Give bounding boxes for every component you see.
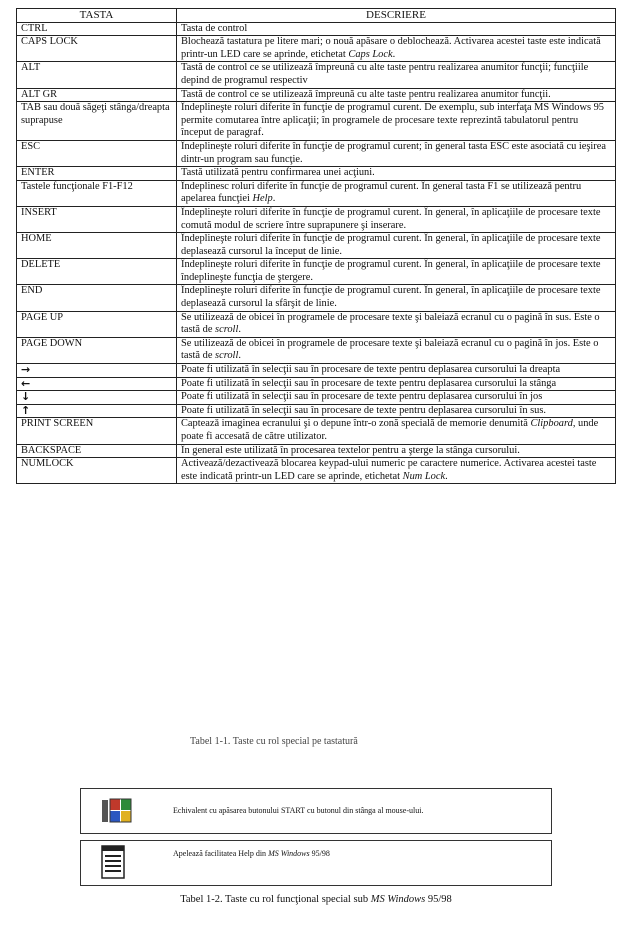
key-description-cell: Îndeplineşte roluri diferite în funcţie de programul curent. În general, în aplicaţiile de procesare texte deplasează cursorul la început de linie. (177, 233, 616, 259)
table-row (17, 206, 616, 232)
table-row (17, 233, 616, 259)
key-name-cell: END (17, 285, 177, 311)
key-description-cell: În general este utilizată în procesarea textelor pentru a şterge la stânga cursorului. (177, 444, 616, 458)
key-name-cell: ESC (17, 140, 177, 166)
key-description-cell: Se utilizează de obicei în programele de procesare texte şi baleiază ecranul cu o pagină în sus. Este o tastă de scroll. (177, 311, 616, 337)
key-description-cell: Tastă utilizată pentru confirmarea unei acţiuni. (177, 167, 616, 181)
key-description-cell: Se utilizează de obicei în programele de procesare texte şi baleiază ecranul cu o pagină în jos. Este o tastă de scroll. (177, 337, 616, 363)
context-menu-icon (101, 845, 127, 881)
key-description-cell: Îndeplineşte roluri diferite în funcţie de programul curent. În general, în aplicaţiile de procesare texte îndeplineşte funcţia de ştergere. (177, 259, 616, 285)
key-name-cell: PAGE DOWN (17, 337, 177, 363)
windows-key-row (80, 788, 552, 834)
key-name-cell: PRINT SCREEN (17, 418, 177, 444)
key-name-cell: CTRL (17, 22, 177, 36)
table-row (17, 391, 616, 405)
header-description: DESCRIERE (177, 9, 616, 23)
menu-key-row (80, 840, 552, 886)
key-name-cell: ALT GR (17, 88, 177, 102)
table-row (17, 180, 616, 206)
table-row (17, 140, 616, 166)
key-description-cell: Tastă de control ce se utilizează împreună cu alte taste pentru realizarea anumitor funcţii. (177, 88, 616, 102)
arrow-key-cell: ← (17, 377, 177, 391)
table-row (17, 62, 616, 88)
key-name-cell: Tastele funcţionale F1-F12 (17, 180, 177, 206)
table-row (17, 404, 616, 418)
key-name-cell: INSERT (17, 206, 177, 232)
menu-key-description: Apelează facilitatea Help din MS Windows 95/98 (173, 849, 330, 858)
key-description-cell: Îndeplineşte roluri diferite în funcţie de programul curent; în general tasta ESC este asociată cu ieşirea dintr-un program sau funcţie. (177, 140, 616, 166)
key-name-cell: TAB sau două săgeţi stânga/dreapta suprapuse (17, 102, 177, 141)
keys-table (16, 8, 616, 484)
key-name-cell: HOME (17, 233, 177, 259)
key-description-cell: Îndeplineşte roluri diferite în funcţie de programul curent. În general, în aplicaţiile de procesare texte comută modul de scriere între suprapunere şi inserare. (177, 206, 616, 232)
table-row (17, 88, 616, 102)
table-row (17, 167, 616, 181)
key-name-cell: BACKSPACE (17, 444, 177, 458)
key-description-cell: Poate fi utilizată în selecţii sau în procesare de texte pentru deplasarea cursorului în jos (177, 391, 616, 405)
key-name-cell: ENTER (17, 167, 177, 181)
table-header-row (17, 9, 616, 23)
windows-key-description: Echivalent cu apăsarea butonului START cu butonul din stânga al mouse-ului. (173, 806, 424, 815)
key-description-cell: Poate fi utilizată în selecţii sau în procesare de texte pentru deplasarea cursorului la dreapta (177, 364, 616, 378)
arrow-key-cell: ↓ (17, 391, 177, 405)
table-row (17, 458, 616, 484)
table-caption: Tabel 1-2. Taste cu rol funcţional special sub MS Windows 95/98 (180, 894, 452, 905)
table-row (17, 418, 616, 444)
key-name-cell: CAPS LOCK (17, 36, 177, 62)
key-description-cell: Îndeplineşte roluri diferite în funcţie de programul curent. În general, în aplicaţiile de procesare texte deplasează cursorul la sfârşit de linie. (177, 285, 616, 311)
table-row (17, 311, 616, 337)
table-row (17, 377, 616, 391)
key-description-cell: Poate fi utilizată în selecţii sau în procesare de texte pentru deplasarea cursorului în sus. (177, 404, 616, 418)
table-row (17, 102, 616, 141)
key-name-cell: NUMLOCK (17, 458, 177, 484)
key-name-cell: PAGE UP (17, 311, 177, 337)
key-description-cell: Tasta de control (177, 22, 616, 36)
key-description-cell: Capteazǎ imaginea ecranului şi o depune într-o zonă specială de memorie denumită Clipboard, unde poate fi accesată de către utilizator. (177, 418, 616, 444)
key-description-cell: Poate fi utilizată în selecţii sau în procesare de texte pentru deplasarea cursorului la stânga (177, 377, 616, 391)
key-description-cell: Tastă de control ce se utilizează împreună cu alte taste pentru realizarea anumitor funcţii; funcţiile depind de programul respectiv (177, 62, 616, 88)
key-description-cell: Îndeplineşte roluri diferite în funcţie de programul curent. De exemplu, sub interfaţa MS Windows 95 permite comutarea între aplicaţii; în programele de procesare texte reprezintă tabulatorul pentru început de paragraf. (177, 102, 616, 141)
windows-logo-icon (101, 797, 135, 825)
table-row (17, 36, 616, 62)
table-row (17, 444, 616, 458)
key-name-cell: DELETE (17, 259, 177, 285)
header-key: TASTA (17, 9, 177, 23)
cut-off-caption: Tabel 1-1. Taste cu rol special pe tastatură (190, 736, 358, 747)
table-row (17, 285, 616, 311)
arrow-key-cell: ↑ (17, 404, 177, 418)
key-name-cell: ALT (17, 62, 177, 88)
arrow-key-cell: → (17, 364, 177, 378)
table-row (17, 259, 616, 285)
table-row (17, 364, 616, 378)
key-description-cell: Blochează tastatura pe litere mari; o nouă apăsare o deblochează. Activarea acestei taste este indicată printr-un LED care se aprinde, etichetat Caps Lock. (177, 36, 616, 62)
table-row (17, 22, 616, 36)
table-row (17, 337, 616, 363)
key-description-cell: Îndeplinesc roluri diferite în funcţie de programul curent. În general tasta F1 se utilizează pentru apelarea funcţiei Help. (177, 180, 616, 206)
key-description-cell: Activează/dezactivează blocarea keypad-ului numeric pe caractere numerice. Activarea acestei taste este indicată printr-un LED care se aprinde, etichetat Num Lock. (177, 458, 616, 484)
